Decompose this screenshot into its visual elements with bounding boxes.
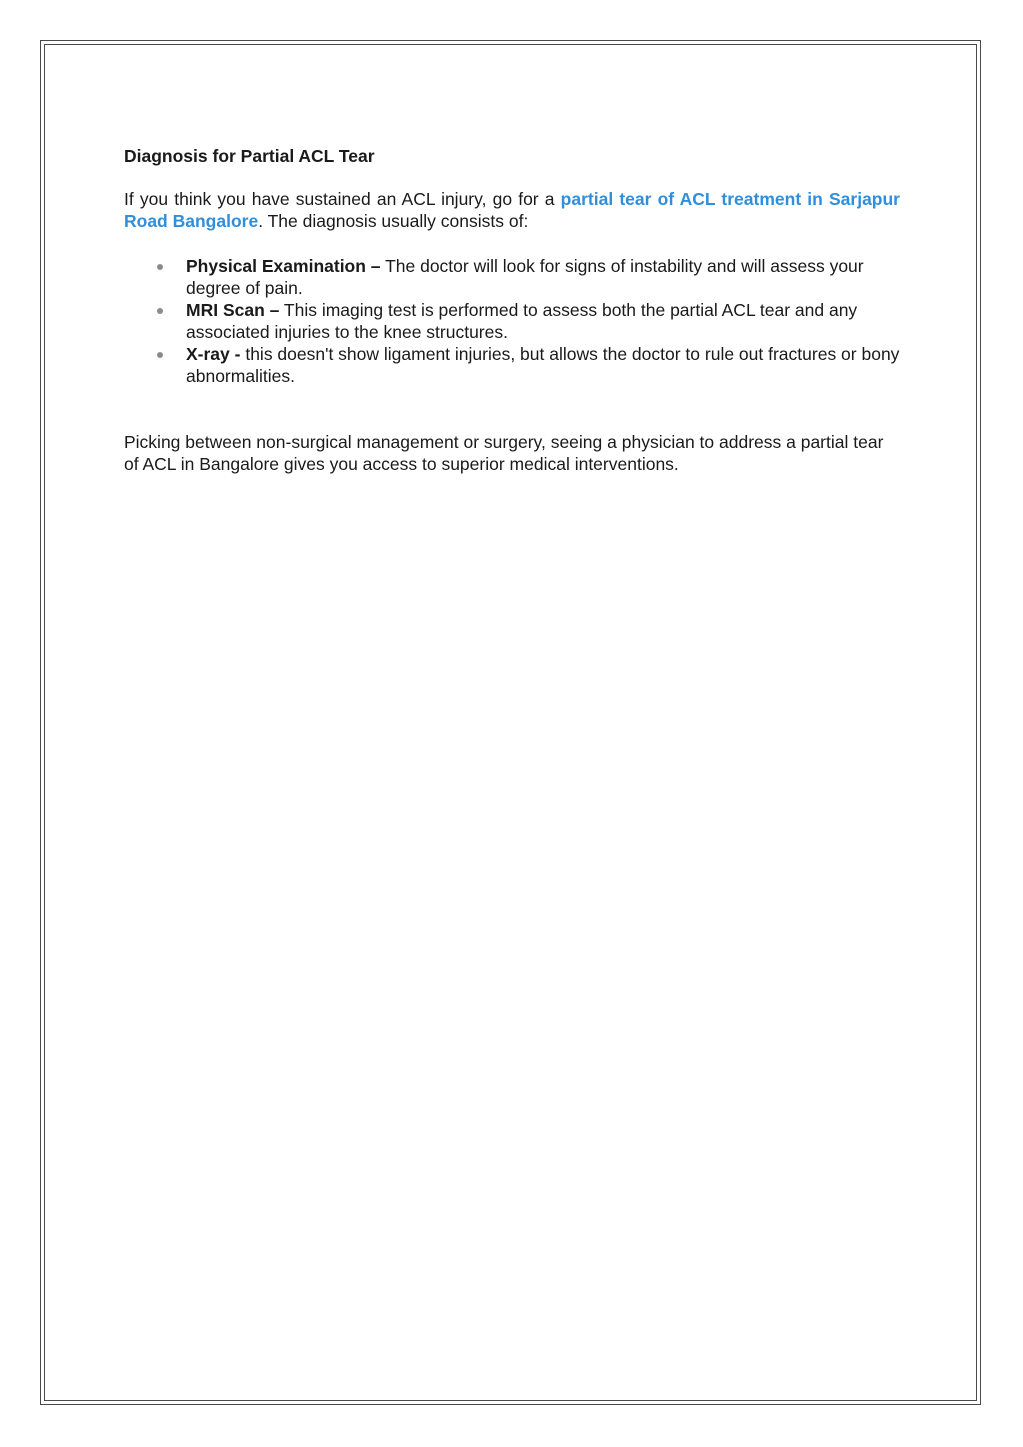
- bullet-icon: [157, 352, 163, 358]
- list-item-physical-examination: [124, 255, 900, 299]
- section-heading: Diagnosis for Partial ACL Tear: [124, 146, 375, 166]
- bullet-icon: [157, 308, 163, 314]
- closing-paragraph: Picking between non-surgical management or surgery, seeing a physician to address a partial tear of ACL in Bangalore gives you access to superior medical interventions.: [124, 432, 884, 474]
- diagnosis-list: [124, 255, 900, 387]
- list-item-title: MRI Scan –: [186, 300, 280, 320]
- intro-text-after-link: . The diagnosis usually consists of:: [258, 211, 529, 231]
- list-item-text: This imaging test is performed to assess both the partial ACL tear and any associated injuries to the knee structures.: [186, 300, 858, 342]
- treatment-link[interactable]: partial tear of ACL treatment in Sarjapur Road Bangalore: [124, 189, 900, 231]
- list-item-x-ray: [124, 343, 900, 387]
- list-item-text: The doctor will look for signs of instability and will assess your degree of pain.: [186, 256, 864, 298]
- list-item-title: X-ray -: [186, 344, 241, 364]
- list-item-mri-scan: [124, 299, 900, 343]
- list-item-title: Physical Examination –: [186, 256, 381, 276]
- intro-paragraph: [124, 188, 900, 232]
- intro-text-before-link: If you think you have sustained an ACL injury, go for a: [124, 189, 561, 209]
- list-item-text: this doesn't show ligament injuries, but allows the doctor to rule out fractures or bony abnormalities.: [186, 344, 900, 386]
- bullet-icon: [157, 264, 163, 270]
- document-body: [124, 144, 900, 475]
